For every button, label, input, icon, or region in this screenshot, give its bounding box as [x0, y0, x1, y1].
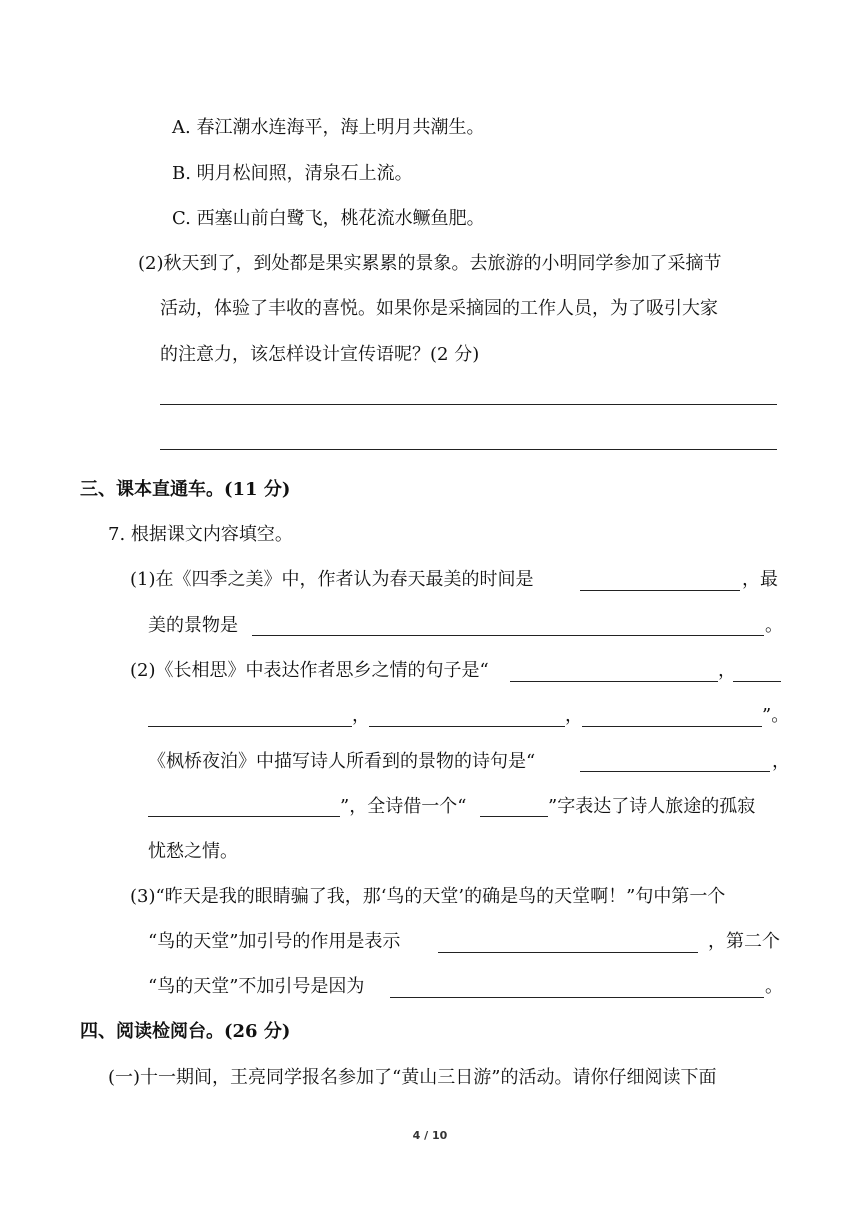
question-6-2-line-2: 活动，体验了丰收的喜悦。如果你是采摘园的工作人员，为了吸引大家	[160, 298, 718, 319]
question-7-3-line-3: “鸟的天堂”不加引号是因为	[148, 976, 365, 997]
blank-spring-scenery[interactable]	[252, 635, 764, 636]
comma: ，	[772, 751, 790, 772]
question-6-2-line-1: (2)秋天到了，到处都是果实累累的景象。去旅游的小明同学参加了采摘节	[138, 253, 722, 274]
section-3-heading: 三、课本直通车。(11 分)	[80, 479, 291, 500]
question-7-2-line-3: 《枫桥夜泊》中描写诗人所看到的景物的诗句是“	[148, 751, 536, 772]
question-7-1-line-1: (1)在《四季之美》中，作者认为春天最美的时间是	[130, 569, 534, 590]
comma: ，	[718, 660, 736, 681]
section-4-heading: 四、阅读检阅台。(26 分)	[80, 1021, 291, 1042]
option-c: C. 西塞山前白鹭飞，桃花流水鳜鱼肥。	[172, 208, 485, 229]
question-7-3-line-2: “鸟的天堂”加引号的作用是表示	[148, 931, 401, 952]
question-7-1-line-2-end: 。	[765, 615, 783, 636]
question-7-3-line-1: (3)“昨天是我的眼睛骗了我，那‘鸟的天堂’的确是鸟的天堂啊！”句中第一个	[130, 886, 726, 907]
question-7-3-line-3-end: 。	[765, 976, 783, 997]
question-7-1-line-2: 美的景物是	[148, 615, 238, 636]
blank-quote-purpose[interactable]	[438, 952, 698, 953]
question-7-1-line-1-end: ，最	[742, 569, 778, 590]
question-7-2-line-4-end: ”字表达了诗人旅途的孤寂	[548, 796, 756, 817]
question-7-2-line-4: ”，全诗借一个“	[340, 796, 467, 817]
question-7-2-line-5: 忧愁之情。	[148, 841, 238, 862]
question-6-2-line-3: 的注意力，该怎样设计宣传语呢？(2 分)	[160, 344, 480, 365]
question-7-2-line-1: (2)《长相思》中表达作者思乡之情的句子是“	[130, 660, 489, 681]
blank-spring-time[interactable]	[580, 590, 740, 591]
comma: ，	[565, 705, 583, 726]
question-7-title: 7. 根据课文内容填空。	[108, 524, 293, 545]
blank-fengqiao-line-2[interactable]	[148, 816, 340, 817]
blank-no-quote-reason[interactable]	[390, 997, 764, 998]
blank-poem-line-2[interactable]	[148, 726, 352, 727]
blank-poem-line-1[interactable]	[510, 681, 718, 682]
blank-poem-line-4[interactable]	[582, 726, 762, 727]
option-b: B. 明月松间照，清泉石上流。	[172, 163, 413, 184]
answer-line-2[interactable]	[160, 449, 777, 450]
comma: ，	[352, 705, 370, 726]
reading-passage-intro: (一)十一期间，王亮同学报名参加了“黄山三日游”的活动。请你仔细阅读下面	[108, 1067, 717, 1088]
question-7-3-line-2-end: ，第二个	[708, 931, 780, 952]
option-a: A. 春江潮水连海平，海上明月共潮生。	[172, 117, 485, 138]
blank-key-character[interactable]	[480, 816, 548, 817]
blank-fengqiao-line-1[interactable]	[580, 771, 770, 772]
answer-line-1[interactable]	[160, 404, 777, 405]
page-number: 4 / 10	[412, 1129, 448, 1142]
blank-poem-line-3[interactable]	[369, 726, 565, 727]
blank-poem-line-2-start[interactable]	[733, 681, 781, 682]
question-7-2-line-2-end: ”。	[762, 705, 790, 726]
